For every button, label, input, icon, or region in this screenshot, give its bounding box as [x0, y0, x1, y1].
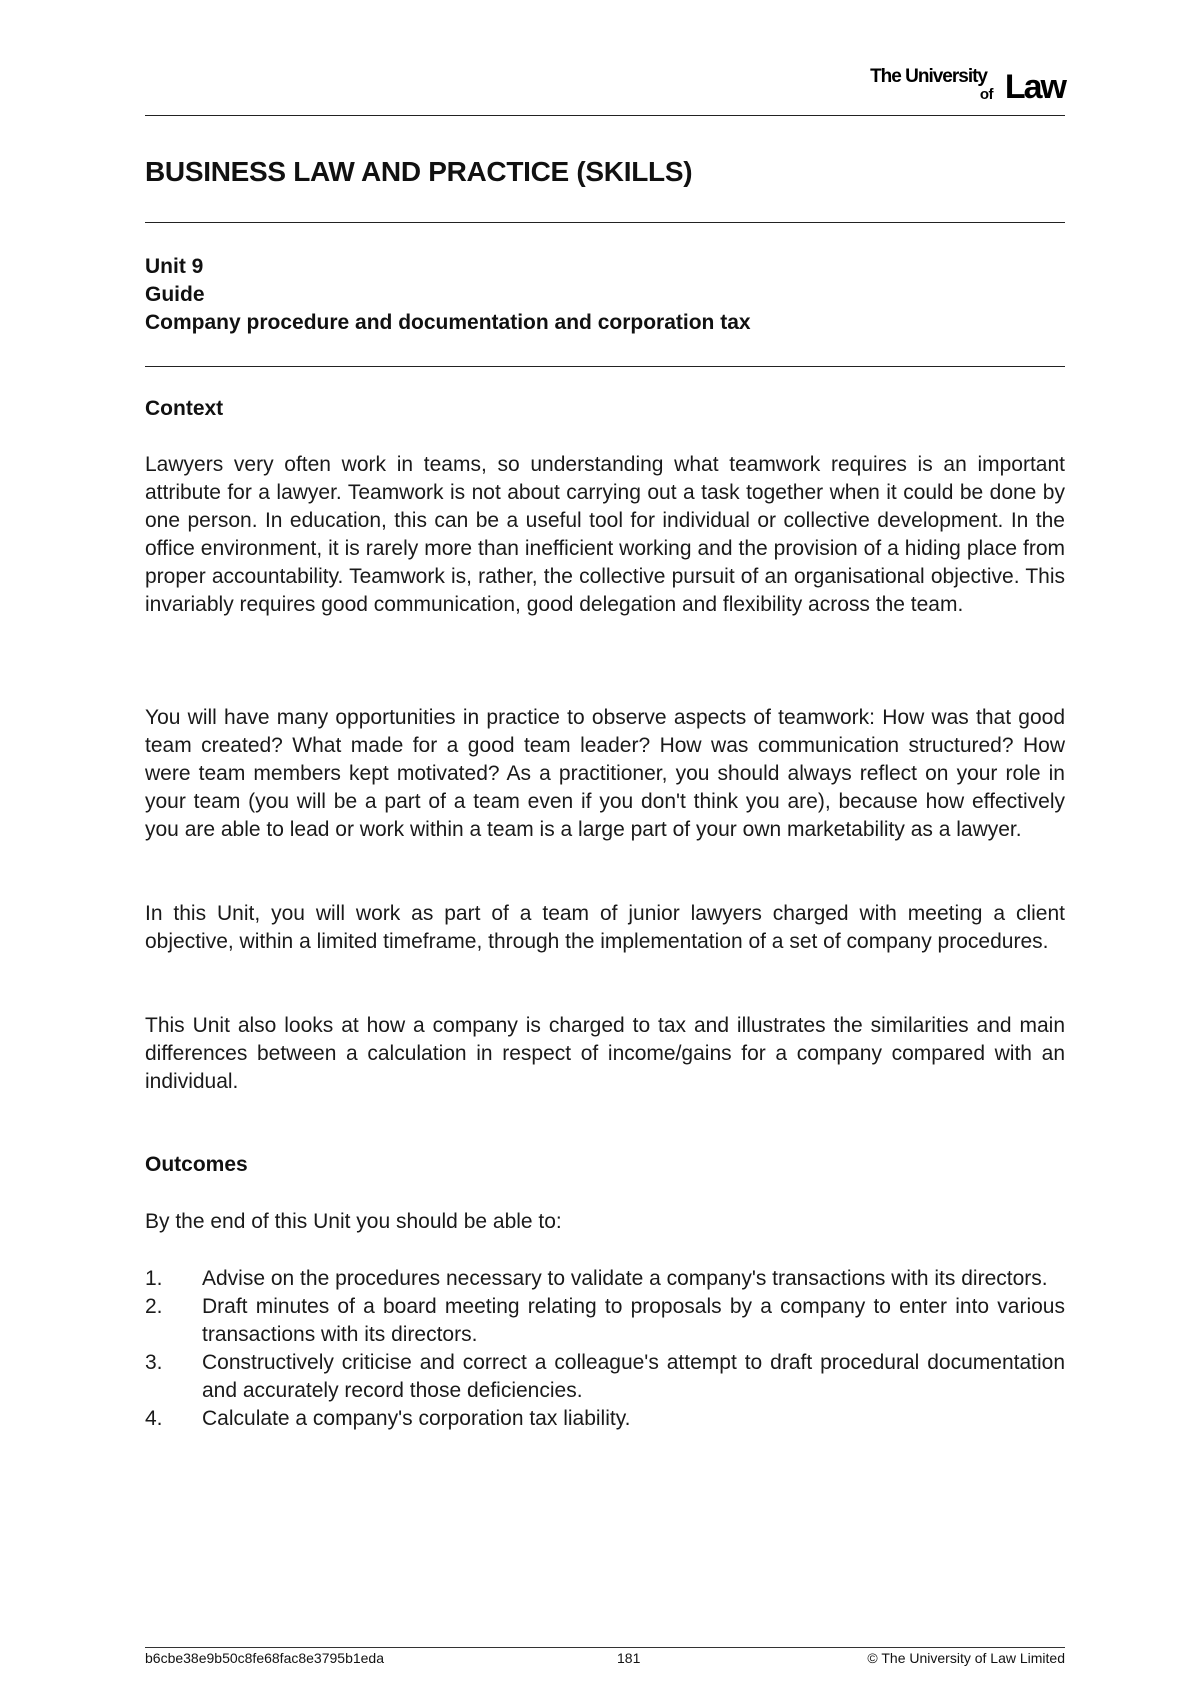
- context-paragraph-3: In this Unit, you will work as part of a team of junior lawyers charged with meeting a client objective, within a limited timeframe, through the implementation of a set of company procedures.: [145, 902, 1065, 953]
- unit-number: Unit 9: [145, 255, 204, 278]
- footer-page-number: 181: [617, 1650, 641, 1666]
- logo-of: of: [979, 86, 993, 103]
- list-item: [145, 1349, 1065, 1405]
- footer-rule: [145, 1647, 1065, 1648]
- footer-doc-id: b6cbe38e9b50c8fe68fac8e3795b1eda: [145, 1650, 385, 1666]
- footer-copyright: © The University of Law Limited: [867, 1650, 1065, 1666]
- list-item-text: Constructively criticise and correct a colleague's attempt to draft procedural documentation and accurately record those deficiencies.: [202, 1351, 1065, 1402]
- outcomes-heading: Outcomes: [145, 1153, 248, 1176]
- context-paragraph-1: Lawyers very often work in teams, so understanding what teamwork requires is an important attribute for a lawyer. Teamwork is not about carrying out a task together when it could be done by one person. In education, this can be a useful tool for individual or collective development. In the office environment, it is rarely more than inefficient working and the provision of a hiding place from proper accountability. Teamwork is, rather, the collective pursuit of an organisational objective. This invariably requires good communication, good delegation and flexibility across the team.: [145, 453, 1065, 616]
- unit-type: Guide: [145, 283, 205, 306]
- outcomes-list: [145, 1265, 1065, 1433]
- document-title: BUSINESS LAW AND PRACTICE (SKILLS): [145, 156, 693, 187]
- list-item: [145, 1265, 1065, 1293]
- list-item-number: 2.: [145, 1295, 163, 1318]
- university-logo: [845, 66, 1065, 106]
- list-item-number: 4.: [145, 1407, 163, 1430]
- unit-rule: [145, 366, 1065, 367]
- outcomes-intro: By the end of this Unit you should be able to:: [145, 1210, 562, 1233]
- logo-line1: The University: [870, 66, 987, 87]
- logo-law: Law: [1004, 68, 1065, 106]
- header-rule: [145, 115, 1065, 116]
- unit-block: [145, 253, 751, 337]
- unit-subtitle: Company procedure and documentation and corporation tax: [145, 311, 751, 334]
- title-rule: [145, 222, 1065, 223]
- list-item: [145, 1293, 1065, 1349]
- list-item-text: Draft minutes of a board meeting relating to proposals by a company to enter into various transactions with its directors.: [202, 1295, 1065, 1346]
- context-paragraph-4: This Unit also looks at how a company is charged to tax and illustrates the similarities and main differences between a calculation in respect of income/gains for a company compared with an individual.: [145, 1014, 1065, 1093]
- context-paragraph-2: You will have many opportunities in practice to observe aspects of teamwork: How was that good team created? What made for a good team leader? How was communication structured? How were team members kept motivated? As a practitioner, you should always reflect on your role in your team (you will be a part of a team even if you don't think you are), because how effectively you are able to lead or work within a team is a large part of your own marketability as a lawyer.: [145, 706, 1065, 841]
- list-item: [145, 1405, 1065, 1433]
- list-item-number: 1.: [145, 1267, 163, 1290]
- list-item-text: Advise on the procedures necessary to validate a company's transactions with its directors.: [202, 1267, 1048, 1290]
- list-item-number: 3.: [145, 1351, 163, 1374]
- context-heading: Context: [145, 397, 224, 420]
- list-item-text: Calculate a company's corporation tax liability.: [202, 1407, 631, 1430]
